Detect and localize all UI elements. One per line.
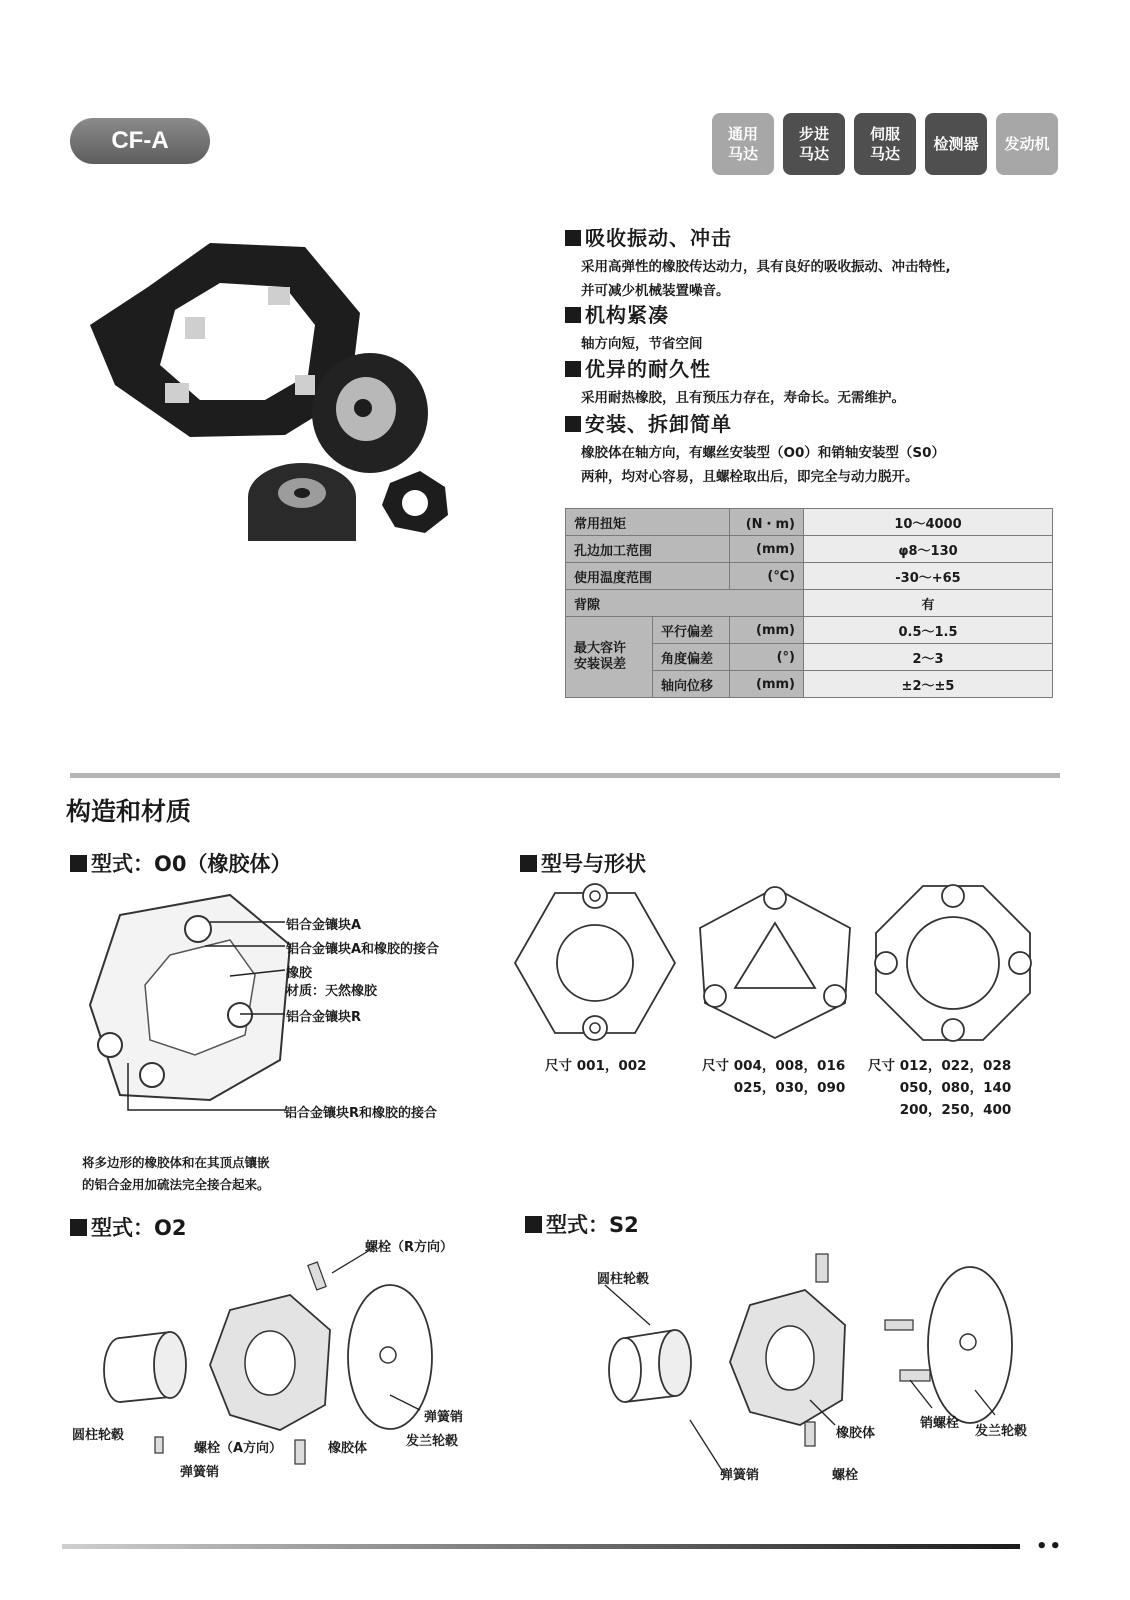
shape-hexagon-2-insert bbox=[510, 878, 680, 1048]
page-marks: •• bbox=[1036, 1536, 1064, 1557]
feature-line: 橡胶体在轴方向，有螺丝安装型（O0）和销轴安装型（S0） bbox=[581, 445, 945, 461]
note-line: 的铝合金用加硫法完全接合起来。 bbox=[82, 1177, 270, 1192]
spec-label: 孔边加工范围 bbox=[566, 536, 730, 563]
spec-value: φ8～130 bbox=[804, 536, 1053, 563]
badge-detector: 检测器 bbox=[925, 113, 987, 175]
o0-bottom-leader bbox=[125, 1060, 290, 1120]
callout-insert-r-bond: 铝合金镶块R和橡胶的接合 bbox=[284, 1106, 438, 1121]
s2-title: 型式：S2 bbox=[525, 1209, 639, 1239]
size-group-3 bbox=[868, 1055, 1011, 1121]
size-line: 尺寸 012，022，028 bbox=[868, 1058, 1012, 1074]
shapes-title: 型号与形状 bbox=[520, 848, 646, 878]
s2-label-pin-bolt: 销螺栓 bbox=[920, 1416, 960, 1431]
spec-label: 角度偏差 bbox=[653, 644, 730, 671]
o2-label-rubber: 橡胶体 bbox=[328, 1441, 368, 1456]
feature-installation bbox=[565, 408, 1085, 489]
s2-flange-hub bbox=[928, 1267, 1012, 1423]
s2-label-flange-hub: 发兰轮毂 bbox=[975, 1424, 1028, 1439]
feature-title: 吸收振动、冲击 bbox=[565, 222, 1085, 251]
feature-compact bbox=[565, 299, 1085, 356]
spec-unit: (°) bbox=[730, 644, 804, 671]
application-badges bbox=[712, 113, 1058, 175]
spec-label: 常用扭矩 bbox=[566, 509, 730, 536]
o2-title: 型式：O2 bbox=[70, 1212, 186, 1242]
callout-rubber: 橡胶 bbox=[286, 966, 313, 981]
size-line: 025，030，090 bbox=[733, 1080, 846, 1096]
o2-label-spring-pin-1: 弹簧销 bbox=[180, 1465, 220, 1480]
spec-value: 2～3 bbox=[804, 644, 1053, 671]
callout-insert-r: 铝合金镶块R bbox=[286, 1010, 362, 1025]
shape-triangle-3-insert bbox=[690, 878, 860, 1048]
table-row bbox=[566, 617, 1053, 644]
spec-value: 0.5～1.5 bbox=[804, 617, 1053, 644]
spec-label: 平行偏差 bbox=[653, 617, 730, 644]
footer-rule bbox=[62, 1544, 1020, 1549]
size-group-2 bbox=[702, 1055, 845, 1099]
spec-value: 10～4000 bbox=[804, 509, 1053, 536]
o2-label-flange-hub: 发兰轮毂 bbox=[406, 1434, 459, 1449]
spec-group-label: 最大容许 安装误差 bbox=[566, 617, 653, 698]
o2-label-bolt-a: 螺栓（A方向） bbox=[194, 1441, 283, 1456]
feature-durability bbox=[565, 353, 1085, 410]
o2-label-cylinder-hub: 圆柱轮毂 bbox=[72, 1428, 125, 1443]
size-line: 尺寸 001，002 bbox=[545, 1058, 647, 1074]
spec-label: 背隙 bbox=[566, 590, 804, 617]
section-divider bbox=[70, 773, 1060, 778]
feature-title: 机构紧凑 bbox=[565, 299, 1085, 328]
s2-cylinder-hub bbox=[609, 1330, 691, 1402]
spec-label: 轴向位移 bbox=[653, 671, 730, 698]
badge-general-motor: 通用 马达 bbox=[712, 113, 774, 175]
size-line: 050，080，140 bbox=[899, 1080, 1012, 1096]
s2-label-cylinder-hub: 圆柱轮毂 bbox=[597, 1272, 650, 1287]
model-label: CF-A bbox=[70, 118, 210, 164]
callout-insert-a-bond: 铝合金镶块A和橡胶的接合 bbox=[286, 942, 440, 957]
size-group-1 bbox=[545, 1055, 647, 1077]
feature-line: 轴方向短，节省空间 bbox=[581, 336, 703, 352]
o2-cylinder-hub bbox=[104, 1332, 186, 1402]
o2-label-bolt-r: 螺栓（R方向） bbox=[365, 1240, 454, 1255]
o2-flange-hub bbox=[348, 1285, 432, 1429]
spec-value: 有 bbox=[804, 590, 1053, 617]
badge-servo-motor: 伺服 马达 bbox=[854, 113, 916, 175]
s2-rubber-element bbox=[730, 1290, 845, 1425]
feature-title: 安装、拆卸简单 bbox=[565, 408, 1085, 437]
table-row bbox=[566, 590, 1053, 617]
feature-line: 并可减少机械装置噪音。 bbox=[581, 283, 730, 299]
spec-unit: (mm) bbox=[730, 536, 804, 563]
feature-line: 采用高弹性的橡胶传达动力，具有良好的吸收振动、冲击特性, bbox=[581, 259, 951, 275]
s2-label-spring-pin: 弹簧销 bbox=[720, 1468, 760, 1483]
o0-title: 型式：O0（橡胶体） bbox=[70, 848, 291, 878]
table-row bbox=[566, 563, 1053, 590]
o2-label-spring-pin-2: 弹簧销 bbox=[424, 1410, 464, 1425]
spec-unit: (N・m) bbox=[730, 509, 804, 536]
table-row bbox=[566, 536, 1053, 563]
o0-note bbox=[82, 1152, 342, 1196]
cylinder-hub bbox=[248, 463, 356, 541]
feature-line: 采用耐热橡胶，且有预压力存在，寿命长。无需维护。 bbox=[581, 390, 905, 406]
size-line: 尺寸 004，008，016 bbox=[702, 1058, 846, 1074]
spec-table bbox=[565, 508, 1053, 698]
spec-value: ±2～±5 bbox=[804, 671, 1053, 698]
s2-label-rubber: 橡胶体 bbox=[836, 1426, 876, 1441]
s2-label-bolt: 螺栓 bbox=[832, 1468, 859, 1483]
o2-rubber-element bbox=[210, 1295, 330, 1430]
spec-unit: (℃) bbox=[730, 563, 804, 590]
callout-insert-a: 铝合金镶块A bbox=[286, 918, 362, 933]
feature-title: 优异的耐久性 bbox=[565, 353, 1085, 382]
table-row bbox=[566, 509, 1053, 536]
spec-unit: (mm) bbox=[730, 617, 804, 644]
badge-stepper-motor: 步进 马达 bbox=[783, 113, 845, 175]
feature-line: 两种，均对心容易，且螺栓取出后，即完全与动力脱开。 bbox=[581, 469, 919, 485]
callout-material: 材质：天然橡胶 bbox=[286, 984, 378, 999]
note-line: 将多边形的橡胶体和在其顶点镶嵌 bbox=[82, 1155, 270, 1170]
badge-engine: 发动机 bbox=[996, 113, 1058, 175]
small-rubber-element bbox=[382, 471, 448, 533]
shape-octagon-4-insert bbox=[868, 878, 1038, 1048]
feature-vibration bbox=[565, 222, 1085, 303]
flange-hub bbox=[312, 353, 428, 473]
section-title: 构造和材质 bbox=[66, 797, 192, 826]
spec-unit: (mm) bbox=[730, 671, 804, 698]
spec-label: 使用温度范围 bbox=[566, 563, 730, 590]
spec-value: -30～+65 bbox=[804, 563, 1053, 590]
product-photo bbox=[70, 225, 500, 555]
size-line: 200，250，400 bbox=[899, 1102, 1012, 1118]
